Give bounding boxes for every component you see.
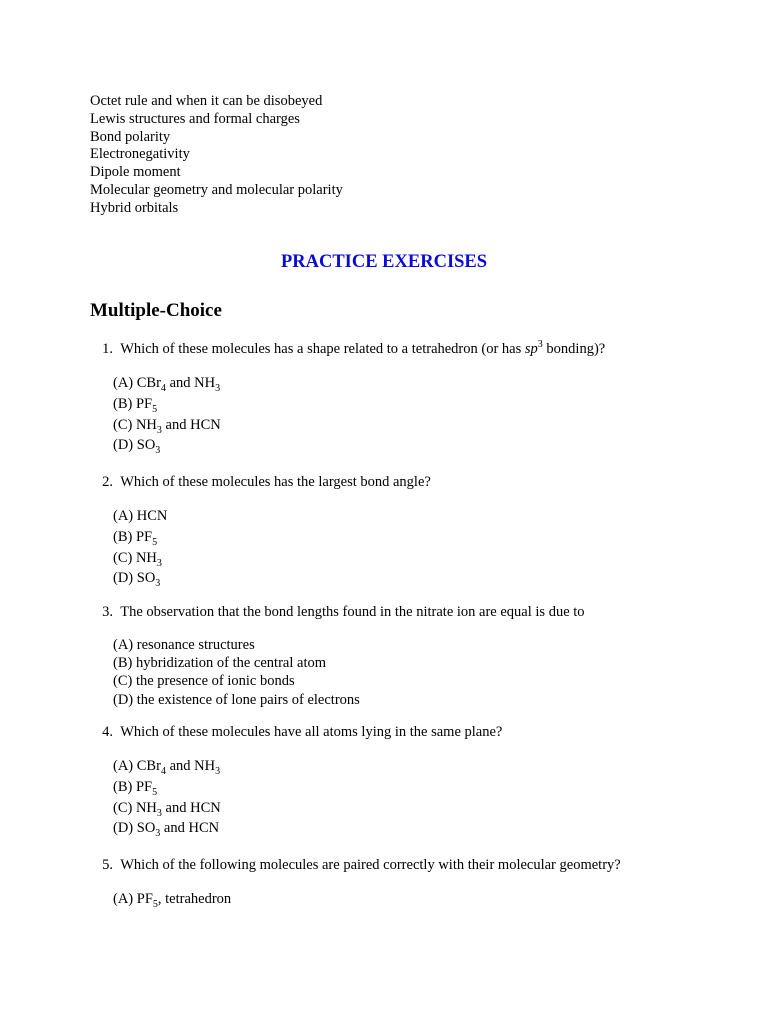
answer-option: (A) $PF_5$, tetrahedron xyxy=(113,891,232,910)
question-text: The observation that the bond lengths found in the nitrate ion are equal is due to xyxy=(120,604,585,620)
stem-text: Which of these molecules has a shape related to a tetrahedron (or has xyxy=(120,341,525,357)
answer-options xyxy=(113,373,730,456)
answer-option: (A) HCN xyxy=(113,508,168,524)
answer-option: (C) the presence of ionic bonds xyxy=(113,673,295,690)
question-5 xyxy=(90,856,730,910)
topic-item: Dipole moment xyxy=(90,164,181,181)
topic-item: Molecular geometry and molecular polarity xyxy=(90,181,343,198)
answer-options xyxy=(113,636,730,709)
answer-option: (B) $PF_5$ xyxy=(113,395,158,415)
answer-option: (D) the existence of lone pairs of electrons xyxy=(113,691,360,708)
question-text: Which of these molecules has the largest bond angle? xyxy=(120,474,431,490)
answer-option: (C) $NH_3$ xyxy=(113,549,162,569)
answer-option: (C) $NH_3$ and HCN xyxy=(113,416,221,436)
answer-option: (A) resonance structures xyxy=(113,637,255,653)
question-number: 4. xyxy=(102,724,113,740)
answer-option: (B) hybridization of the central atom xyxy=(113,655,326,672)
question-number: 2. xyxy=(102,474,113,490)
question-number: 3. xyxy=(102,604,113,620)
topic-item: Octet rule and when it can be disobeyed xyxy=(90,93,323,109)
question-number: 5. xyxy=(102,857,113,873)
question-text: Which of the following molecules are paired correctly with their molecular geometry? xyxy=(120,857,621,873)
answer-options xyxy=(113,506,730,589)
topic-item: Lewis structures and formal charges xyxy=(90,110,300,127)
topic-item: Electronegativity xyxy=(90,146,190,163)
answer-options xyxy=(113,756,730,839)
question-number: 1. xyxy=(102,341,113,357)
question-stem xyxy=(90,473,730,491)
stem-text-end: bonding)? xyxy=(542,341,606,357)
question-1 xyxy=(90,340,730,456)
question-stem xyxy=(90,340,730,358)
subsection-title: Multiple-Choice xyxy=(90,300,222,321)
answer-option: (B) $PF_5$ xyxy=(113,528,158,548)
topic-item: Bond polarity xyxy=(90,128,171,145)
answer-option: (C) $NH_3$ and HCN xyxy=(113,799,221,819)
topic-item: Hybrid orbitals xyxy=(90,199,179,216)
topic-list xyxy=(90,93,343,218)
stem-italic: sp xyxy=(524,341,538,357)
section-title: PRACTICE EXERCISES xyxy=(280,252,488,272)
answer-option: (D) $SO_3$ xyxy=(113,570,161,590)
question-stem xyxy=(90,603,730,621)
question-4 xyxy=(90,723,730,839)
question-3 xyxy=(90,603,730,709)
stem-superscript: 3 xyxy=(537,339,543,350)
answer-option: (D) $SO_3$ xyxy=(113,437,161,457)
question-text: Which of these molecules have all atoms lying in the same plane? xyxy=(120,724,503,740)
question-stem xyxy=(90,723,730,741)
question-stem xyxy=(90,856,730,874)
answer-option: (B) $PF_5$ xyxy=(113,778,158,798)
answer-options xyxy=(113,889,730,910)
question-text xyxy=(113,340,605,358)
answer-option: (A) CBr$_4$ and $NH_3$ xyxy=(113,375,221,394)
answer-option: (A) CBr$_4$ and $NH_3$ xyxy=(113,758,221,777)
question-2 xyxy=(90,473,730,589)
answer-option: (D) $SO_3$ and HCN xyxy=(113,820,220,840)
